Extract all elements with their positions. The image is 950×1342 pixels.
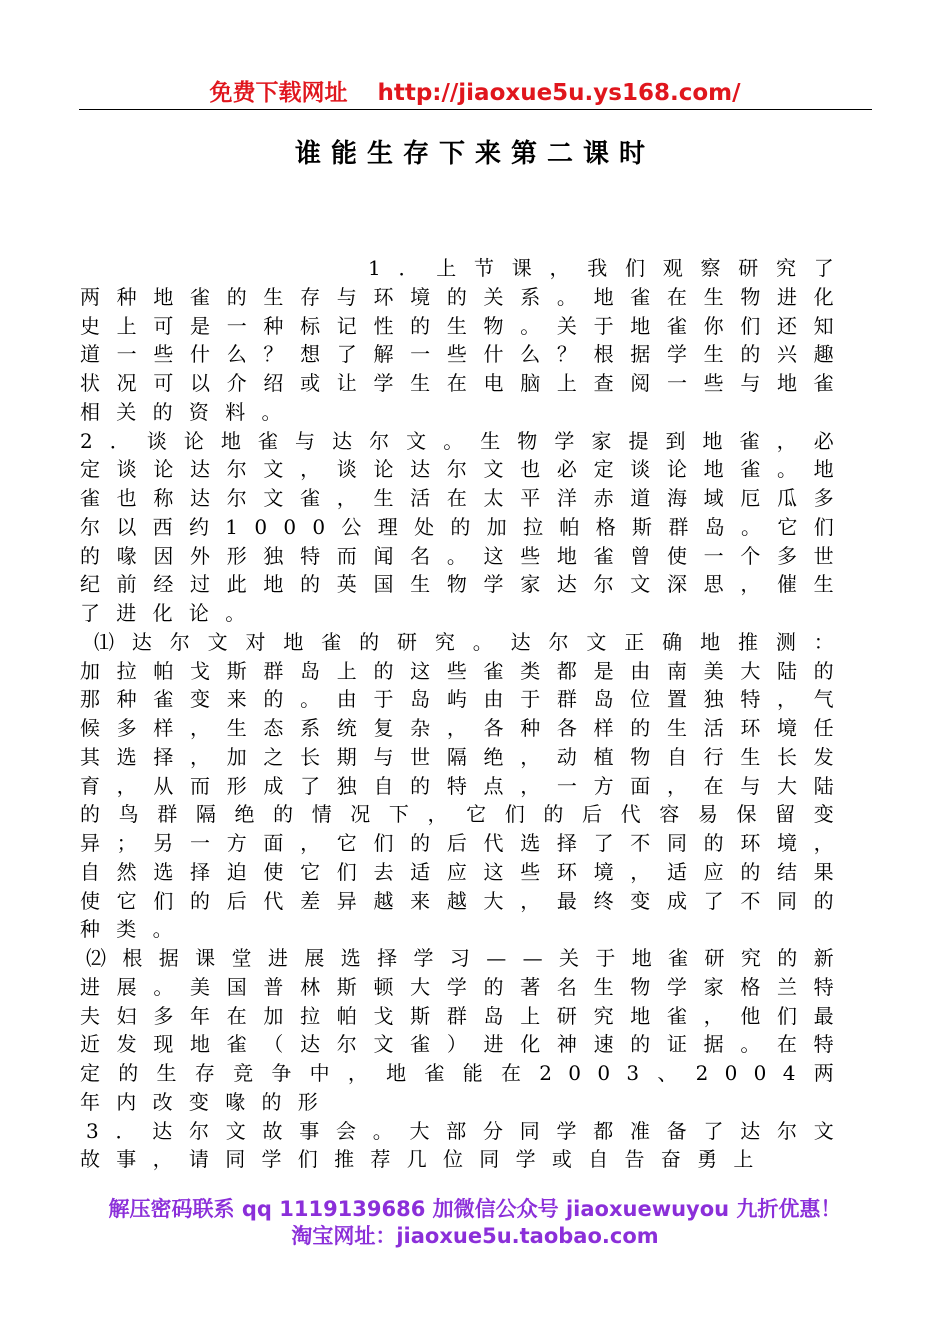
header-divider bbox=[79, 109, 872, 110]
header-banner bbox=[0, 78, 950, 108]
paragraph-4: ⑵根据课堂进展选择学习——关于地雀研究的新进展。美国普林斯顿大学的著名生物学家格兰特夫妇多年在加拉帕戈斯群岛上研究地雀，他们最近发现地雀（达尔文雀）进化神速的证据。在特定的生存竞争中，地雀能在2003、2004两年内改变喙的形 bbox=[80, 946, 850, 1114]
footer-line-shop-url[interactable]: 淘宝网址：jiaoxue5u.taobao.com bbox=[291, 1224, 659, 1248]
paragraph-5: 3．达尔文故事会。大部分同学都准备了达尔文故事，请同学们推荐几位同学或自告奋勇上 bbox=[80, 1118, 850, 1172]
free-download-label: 免费下载网址 bbox=[209, 80, 348, 106]
download-url-link[interactable]: http://jiaoxue5u.ys168.com/ bbox=[377, 80, 741, 106]
paragraph-2: 2．谈论地雀与达尔文。生物学家提到地雀，必定谈论达尔文，谈论达尔文也必定谈论地雀。地雀也称达尔文雀，生活在太平洋赤道海域厄瓜多尔以西约1000公理处的加拉帕格斯群岛。它们的喙因外形独特而闻名。这些地雀曾使一个多世纪前经过此地的英国生物学家达尔文深思，催生了进化论。 bbox=[80, 428, 850, 625]
footer-contact bbox=[0, 1196, 950, 1250]
page-title: 谁能生存下来第二课时 bbox=[294, 139, 655, 169]
document-body bbox=[80, 254, 850, 1174]
paragraph-1: 1．上节课，我们观察研究了两种地雀的生存与环境的关系。地雀在生物进化史上可是一种标记性的生物。关于地雀你们还知道一些什么？想了解一些什么？根据学生的兴趣状况可以介绍或让学生在电脑上查阅一些与地雀相关的资料。 bbox=[80, 256, 850, 424]
paragraph-3: ⑴达尔文对地雀的研究。达尔文正确地推测：加拉帕戈斯群岛上的这些雀类都是由南美大陆的那种雀变来的。由于岛屿由于群岛位置独特，气候多样，生态系统复杂，各种各样的生活环境任其选择，加之长期与世隔绝，动植物自行生长发育，从而形成了独自的特点，一方面，在与大陆的鸟群隔绝的情况下，它们的后代容易保留变异；另一方面，它们的后代选择了不同的环境，自然选择迫使它们去适应这些环境，适应的结果使它们的后代差异越来越大，最终变成了不同的种类。 bbox=[80, 629, 850, 942]
footer-line-contact: 解压密码联系 qq 1119139686 加微信公众号 jiaoxuewuyou 九折优惠！ bbox=[108, 1197, 842, 1221]
